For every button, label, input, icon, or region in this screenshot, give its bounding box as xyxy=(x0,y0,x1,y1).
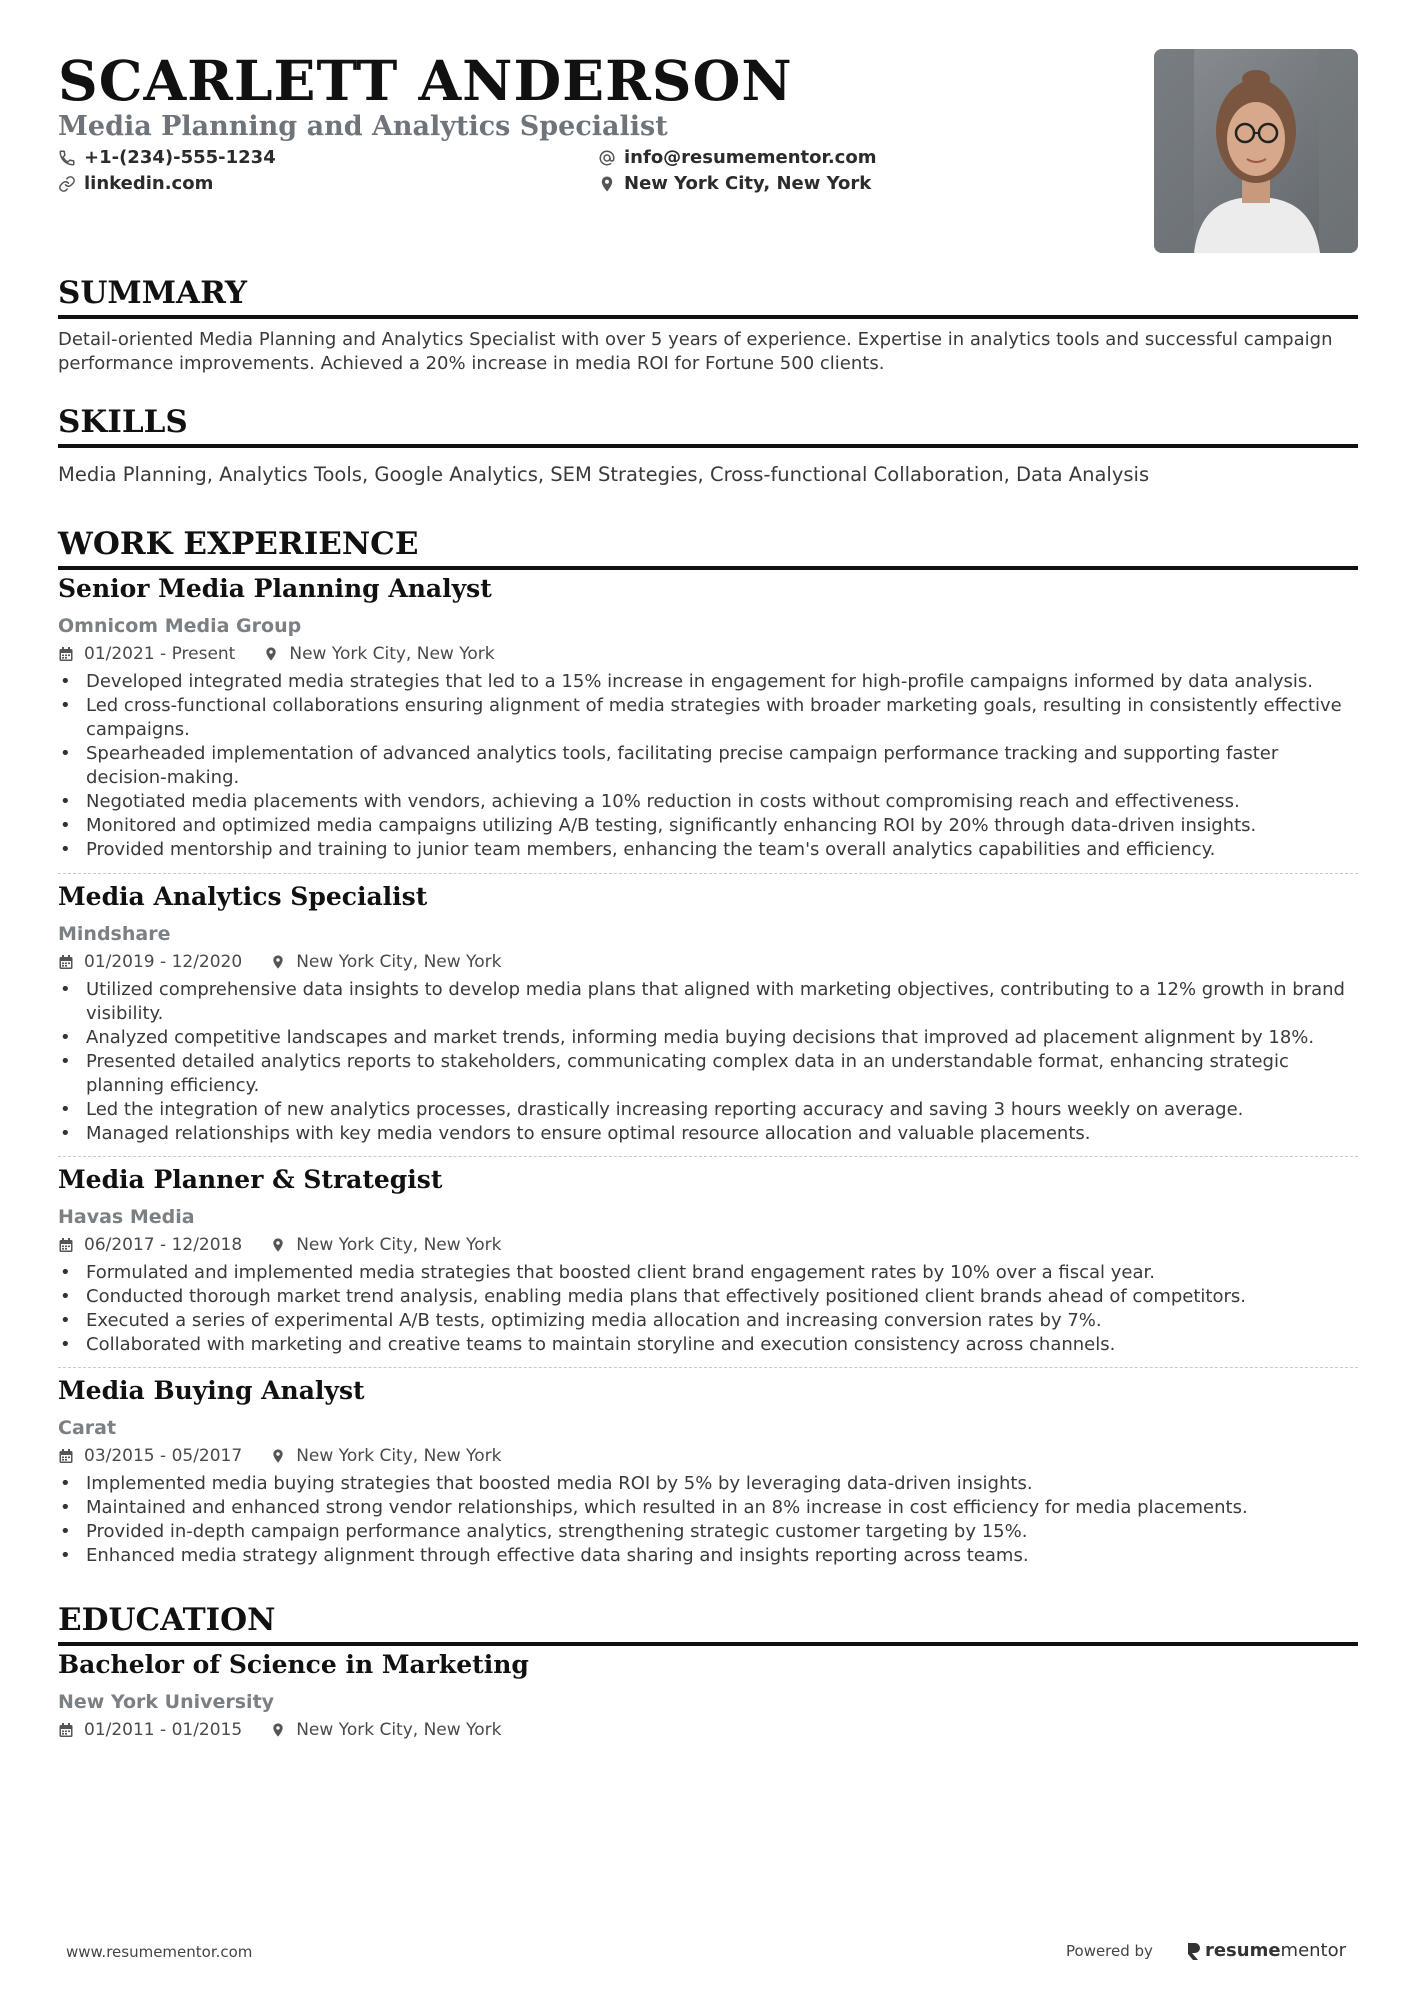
bullet-item: • Led cross-functional collaborations ensuring alignment of media strategies with broader marketing goals, resulting in consistently effective campaigns. xyxy=(58,694,1358,742)
calendar-icon xyxy=(58,646,74,662)
bullet-item: • Formulated and implemented media strategies that boosted client brand engagement rates by 10% over a fiscal year. xyxy=(58,1261,1358,1285)
school-name: New York University xyxy=(58,1691,275,1713)
job-title: Media Buying Analyst xyxy=(58,1376,365,1405)
degree-title: Bachelor of Science in Marketing xyxy=(58,1650,529,1679)
phone-contact xyxy=(58,147,276,168)
education-entry xyxy=(58,1648,1358,1742)
job-meta xyxy=(58,950,1358,974)
summary-text: Detail-oriented Media Planning and Analytics Specialist with over 5 years of experience. Expertise in analytics tools and successful campaign performance improvements. Achieved a 20% increase in media ROI for Fortune 500 clients. xyxy=(58,329,1333,374)
footer-website[interactable]: www.resumementor.com xyxy=(66,1943,253,1961)
location-contact xyxy=(598,173,871,194)
education-heading: EDUCATION xyxy=(58,1600,1358,1646)
bullet-item: • Implemented media buying strategies that boosted media ROI by 5% by leveraging data-driven insights. xyxy=(58,1472,1358,1496)
footer-powered-by xyxy=(1066,1940,1346,1961)
bullet-item: • Presented detailed analytics reports to stakeholders, communicating complex data in an understandable format, enhancing strategic planning efficiency. xyxy=(58,1050,1358,1098)
job-entry xyxy=(58,572,1358,862)
bullet-item: • Enhanced media strategy alignment through effective data sharing and insights reporting across teams. xyxy=(58,1544,1358,1568)
phone-icon xyxy=(58,149,76,167)
calendar-icon xyxy=(58,1237,74,1253)
bullet-item: • Collaborated with marketing and creative teams to maintain storyline and execution consistency across channels. xyxy=(58,1333,1358,1357)
education-dates: 01/2011 - 01/2015 xyxy=(84,1720,243,1740)
job-meta xyxy=(58,1233,1358,1257)
calendar-icon xyxy=(58,954,74,970)
bullet-item: • Conducted thorough market trend analysis, enabling media plans that effectively positioned client brands ahead of competitors. xyxy=(58,1285,1358,1309)
company-name: Havas Media xyxy=(58,1206,195,1228)
job-dates: 06/2017 - 12/2018 xyxy=(84,1235,243,1255)
job-bullets xyxy=(58,978,1358,1146)
bullet-item: • Monitored and optimized media campaigns utilizing A/B testing, significantly enhancing ROI by 20% through data-driven insights. xyxy=(58,814,1358,838)
job-bullets xyxy=(58,670,1358,862)
bullet-item: • Negotiated media placements with vendors, achieving a 10% reduction in costs without compromising reach and effectiveness. xyxy=(58,790,1358,814)
brand-logo[interactable] xyxy=(1185,1940,1346,1961)
brand-name-bold: resume xyxy=(1204,1940,1281,1961)
job-location: New York City, New York xyxy=(296,1446,502,1466)
job-entry xyxy=(58,1374,1358,1568)
phone-text: +1-(234)-555-1234 xyxy=(84,147,276,168)
job-bullets xyxy=(58,1472,1358,1568)
bullet-item: • Executed a series of experimental A/B tests, optimizing media allocation and increasing conversion rates by 7%. xyxy=(58,1309,1358,1333)
brand-mark-icon xyxy=(1185,1941,1201,1961)
job-location: New York City, New York xyxy=(296,1235,502,1255)
calendar-icon xyxy=(58,1722,74,1738)
location-text: New York City, New York xyxy=(624,173,872,194)
calendar-icon xyxy=(58,1448,74,1464)
powered-by-label: Powered by xyxy=(1066,1941,1153,1960)
bullet-item: • Utilized comprehensive data insights to develop media plans that aligned with marketing objectives, contributing to a 12% growth in brand visibility. xyxy=(58,978,1358,1026)
summary-heading: SUMMARY xyxy=(58,273,1358,319)
job-title: Senior Media Planning Analyst xyxy=(58,574,492,603)
bullet-item: • Managed relationships with key media vendors to ensure optimal resource allocation and valuable placements. xyxy=(58,1122,1358,1146)
linkedin-contact[interactable] xyxy=(58,173,213,194)
bullet-item: • Spearheaded implementation of advanced analytics tools, facilitating precise campaign performance tracking and supporting faster decision-making. xyxy=(58,742,1358,790)
education-meta xyxy=(58,1718,1358,1742)
profile-photo xyxy=(1154,49,1358,253)
job-entry xyxy=(58,1163,1358,1357)
job-dates: 03/2015 - 05/2017 xyxy=(84,1446,243,1466)
company-name: Carat xyxy=(58,1417,117,1439)
map-pin-icon xyxy=(270,1722,286,1738)
job-location: New York City, New York xyxy=(289,644,495,664)
company-name: Omnicom Media Group xyxy=(58,615,302,637)
experience-heading: WORK EXPERIENCE xyxy=(58,524,1358,570)
email-contact[interactable] xyxy=(598,147,876,168)
bullet-item: • Maintained and enhanced strong vendor relationships, which resulted in an 8% increase in cost efficiency for media placements. xyxy=(58,1496,1358,1520)
job-dates: 01/2019 - 12/2020 xyxy=(84,952,243,972)
linkedin-text[interactable]: linkedin.com xyxy=(84,173,214,194)
job-title: Media Planner & Strategist xyxy=(58,1165,443,1194)
job-meta xyxy=(58,1444,1358,1468)
job-bullets xyxy=(58,1261,1358,1357)
map-pin-icon xyxy=(263,646,279,662)
link-icon xyxy=(58,175,76,193)
education-location: New York City, New York xyxy=(296,1720,502,1740)
map-pin-icon xyxy=(598,175,616,193)
job-title: Media Analytics Specialist xyxy=(58,882,428,911)
map-pin-icon xyxy=(270,1448,286,1464)
at-icon xyxy=(598,149,616,167)
bullet-item: • Led the integration of new analytics processes, drastically increasing reporting accuracy and saving 3 hours weekly on average. xyxy=(58,1098,1358,1122)
job-entry xyxy=(58,880,1358,1146)
job-divider xyxy=(58,1367,1358,1368)
job-meta xyxy=(58,642,1358,666)
candidate-title: Media Planning and Analytics Specialist xyxy=(58,111,668,142)
company-name: Mindshare xyxy=(58,923,171,945)
bullet-item: • Provided mentorship and training to junior team members, enhancing the team's overall analytics capabilities and efficiency. xyxy=(58,838,1358,862)
bullet-item: • Developed integrated media strategies that led to a 15% increase in engagement for high-profile campaigns informed by data analysis. xyxy=(58,670,1358,694)
job-dates: 01/2021 - Present xyxy=(84,644,236,664)
skills-text: Media Planning, Analytics Tools, Google Analytics, SEM Strategies, Cross-functional Collaboration, Data Analysis xyxy=(58,463,1150,486)
job-location: New York City, New York xyxy=(296,952,502,972)
bullet-item: • Analyzed competitive landscapes and market trends, informing media buying decisions that improved ad placement alignment by 18%. xyxy=(58,1026,1358,1050)
email-text[interactable]: info@resumementor.com xyxy=(624,147,877,168)
map-pin-icon xyxy=(270,1237,286,1253)
job-divider xyxy=(58,873,1358,874)
skills-heading: SKILLS xyxy=(58,402,1358,448)
brand-name-light: mentor xyxy=(1280,1940,1347,1961)
candidate-name: SCARLETT ANDERSON xyxy=(58,48,793,113)
job-divider xyxy=(58,1156,1358,1157)
bullet-item: • Provided in-depth campaign performance analytics, strengthening strategic customer targeting by 15%. xyxy=(58,1520,1358,1544)
map-pin-icon xyxy=(270,954,286,970)
